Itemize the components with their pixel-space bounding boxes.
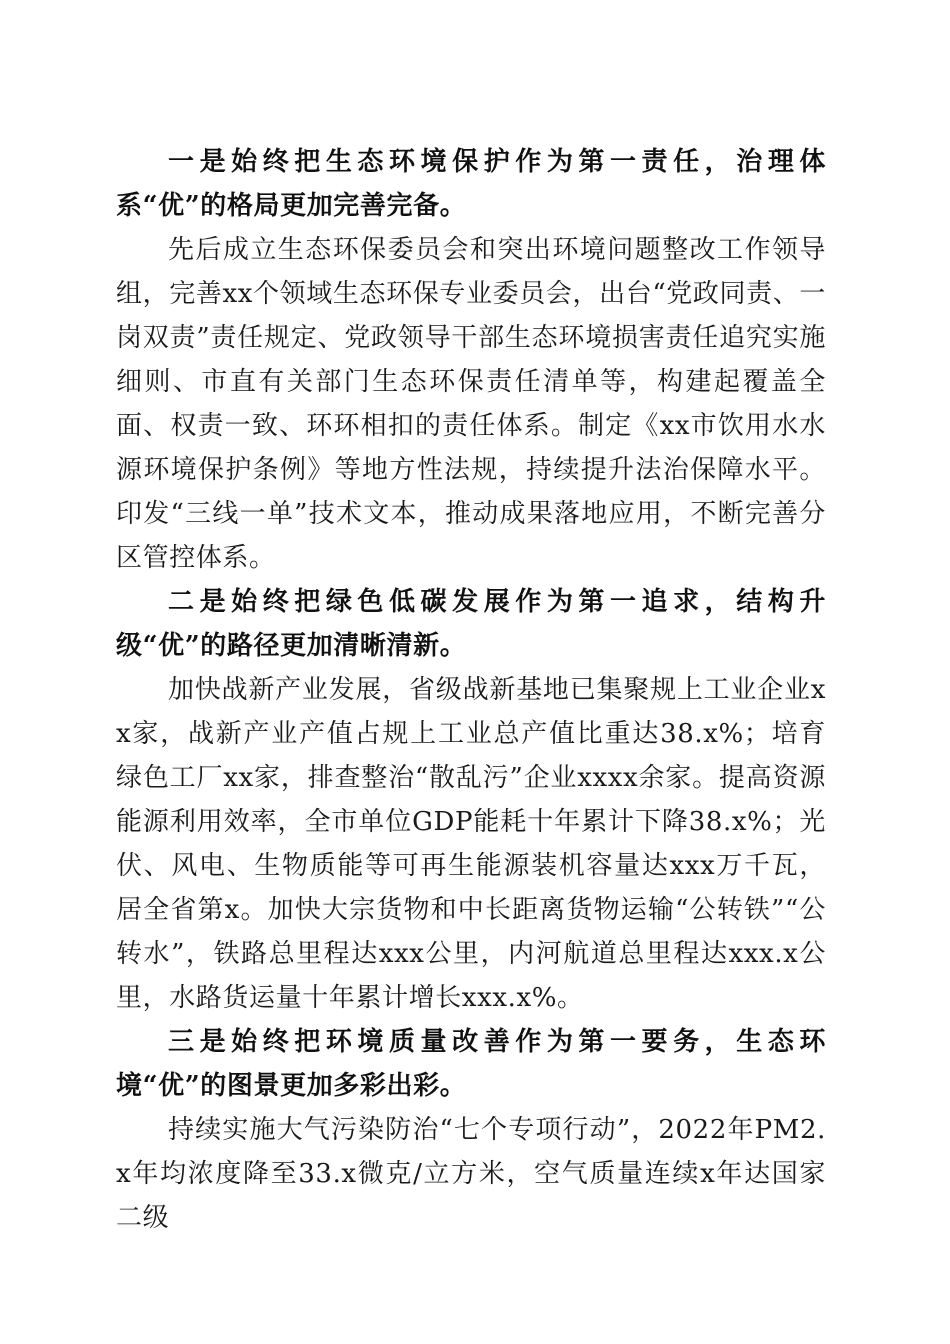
section-heading-1: 一是始终把生态环境保护作为第一责任，治理体系“优”的格局更加完善完备。	[116, 147, 826, 221]
document-body	[116, 140, 826, 1240]
body-paragraph-2: 加快战新产业发展，省级战新基地已集聚规上工业企业xx家，战新产业产值占规上工业总产值比重达38.x%；培育绿色工厂xx家，排查整治“散乱污”企业xxxx余家。提高资源能源利用效率，全市单位GDP能耗十年累计下降38.x%；光伏、风电、生物质能等可再生能源装机容量达xxx万千瓦，居全省第x。加快大宗货物和中长距离货物运输“公转铁”“公转水”，铁路总里程达xxx公里，内河航道总里程达xxx.x公里，水路货运量十年累计增长xxx.x%。	[116, 675, 826, 1013]
body-paragraph-3: 持续实施大气污染防治“七个专项行动”，2022年PM2.x年均浓度降至33.x微克/立方米，空气质量连续x年达国家二级	[116, 1115, 826, 1233]
section-heading-3: 三是始终把环境质量改善作为第一要务，生态环境“优”的图景更加多彩出彩。	[116, 1027, 826, 1101]
body-paragraph-1: 先后成立生态环保委员会和突出环境问题整改工作领导组，完善xx个领域生态环保专业委员会，出台“党政同责、一岗双责”责任规定、党政领导干部生态环境损害责任追究实施细则、市直有关部门生态环保责任清单等，构建起覆盖全面、权责一致、环环相扣的责任体系。制定《xx市饮用水水源环境保护条例》等地方性法规，持续提升法治保障水平。印发“三线一单”技术文本，推动成果落地应用，不断完善分区管控体系。	[116, 235, 826, 573]
section-heading-2: 二是始终把绿色低碳发展作为第一追求，结构升级“优”的路径更加清晰清新。	[116, 587, 826, 661]
